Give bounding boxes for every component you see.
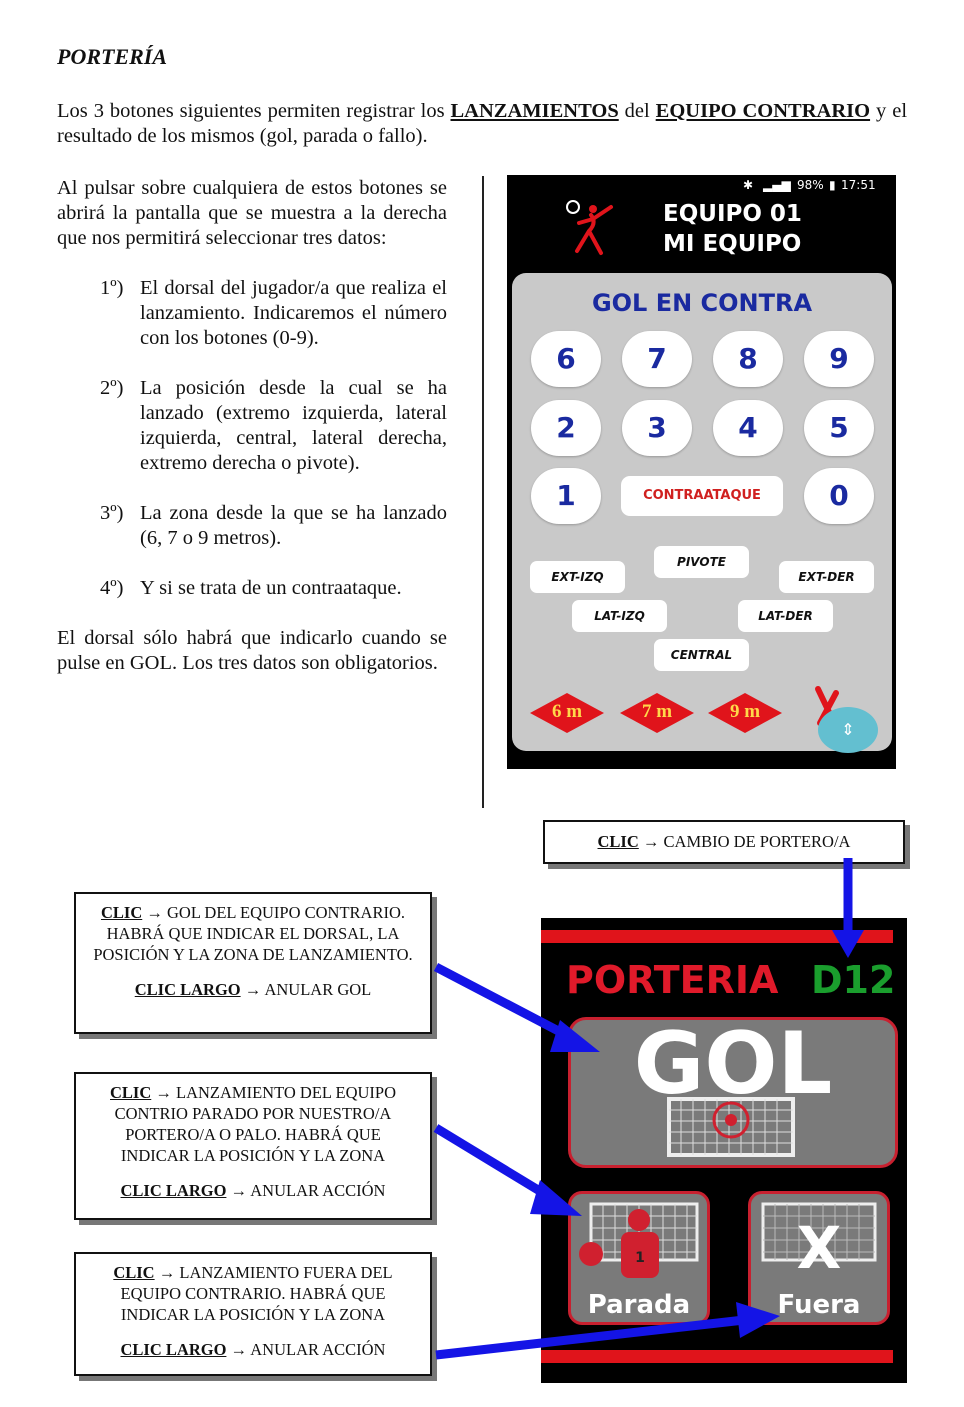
lat-izq-button[interactable]: LAT-IZQ bbox=[572, 600, 667, 632]
bluetooth-icon: ✱ bbox=[743, 178, 754, 192]
lat-der-button[interactable]: LAT-DER bbox=[738, 600, 833, 632]
x-mark-icon: X bbox=[796, 1214, 842, 1282]
zone-9m-button[interactable]: 9 m bbox=[708, 693, 782, 733]
explanation-paragraph: Al pulsar sobre cualquiera de estos botones se abrirá la pantalla que se muestra a la derecha que nos permitirá seleccionar tres datos: bbox=[57, 177, 447, 249]
keypad-5-button[interactable]: 5 bbox=[804, 400, 874, 456]
lanzamientos-emphasis: LANZAMIENTOS bbox=[450, 100, 619, 122]
pivote-button[interactable]: PIVOTE bbox=[654, 546, 749, 578]
keeper-number: 1 bbox=[635, 1250, 645, 1266]
zone-7m-button[interactable]: 7 m bbox=[620, 693, 694, 733]
cambio-portero-callout: CLIC → CAMBIO DE PORTERO/A bbox=[543, 820, 905, 864]
intro-paragraph: Los 3 botones siguientes permiten registrar los LANZAMIENTOS del EQUIPO CONTRARIO y el resultado de los mismos (gol, parada o fallo). bbox=[57, 100, 908, 147]
ext-izq-button[interactable]: EXT-IZQ bbox=[530, 561, 625, 593]
team-name-line2: MI EQUIPO bbox=[663, 231, 802, 257]
list-item: 2º) La posición desde la cual se ha lanzado (extremo izquierda, lateral izquierda, central, lateral derecha, extremo derecha o pivote). bbox=[100, 377, 447, 474]
gol-callout: CLIC → GOL DEL EQUIPO CONTRARIO. HABRÁ QUE INDICAR EL DORSAL, LA POSICIÓN Y LA ZONA DE LANZAMIENTO. CLIC LARGO → ANULAR GOL bbox=[74, 892, 432, 1034]
keypad-1-button[interactable]: 1 bbox=[531, 468, 601, 524]
fuera-label: Fuera bbox=[777, 1290, 861, 1320]
team-name-line1: EQUIPO 01 bbox=[663, 201, 802, 227]
arrow-to-parada bbox=[436, 1128, 548, 1196]
equipo-contrario-emphasis: EQUIPO CONTRARIO bbox=[655, 100, 871, 122]
swap-vertical-fab-icon[interactable]: ⇕ bbox=[818, 707, 878, 753]
ext-der-button[interactable]: EXT-DER bbox=[779, 561, 874, 593]
list-item: 4º) Y si se trata de un contraataque. bbox=[100, 577, 402, 599]
goalkeeper-dorsal[interactable]: D12 bbox=[811, 958, 896, 1002]
keypad-9-button[interactable]: 9 bbox=[804, 331, 874, 387]
fuera-callout: CLIC → LANZAMIENTO FUERA DEL EQUIPO CONTRARIO. HABRÁ QUE INDICAR LA POSICIÓN Y LA ZONA CLIC LARGO → ANULAR ACCIÓN bbox=[74, 1252, 432, 1376]
parada-label: Parada bbox=[587, 1290, 691, 1320]
keypad-7-button[interactable]: 7 bbox=[622, 331, 692, 387]
central-button[interactable]: CENTRAL bbox=[654, 639, 749, 671]
porteria-label: PORTERIA bbox=[566, 958, 779, 1002]
list-item: 3º) La zona desde la que se ha lanzado (6, 7 o 9 metros). bbox=[100, 502, 447, 549]
battery-percent: 98% bbox=[797, 178, 824, 192]
keypad-3-button[interactable]: 3 bbox=[622, 400, 692, 456]
battery-icon: ▮ bbox=[829, 178, 836, 192]
note-paragraph: El dorsal sólo habrá que indicarlo cuando se pulse en GOL. Los tres datos son obligatorios. bbox=[57, 627, 447, 674]
panel-title: GOL EN CONTRA bbox=[591, 289, 813, 317]
clock: 17:51 bbox=[841, 178, 876, 192]
arrow-to-fuera bbox=[436, 1320, 744, 1355]
contraataque-button[interactable]: CONTRAATAQUE bbox=[621, 476, 783, 516]
page-title: PORTERÍA bbox=[57, 44, 168, 69]
keypad-2-button[interactable]: 2 bbox=[531, 400, 601, 456]
keypad-6-button[interactable]: 6 bbox=[531, 331, 601, 387]
keypad-4-button[interactable]: 4 bbox=[713, 400, 783, 456]
keypad-8-button[interactable]: 8 bbox=[713, 331, 783, 387]
signal-icon: ▂▄▆ bbox=[763, 178, 791, 192]
keypad-0-button[interactable]: 0 bbox=[804, 468, 874, 524]
zone-6m-button[interactable]: 6 m bbox=[530, 693, 604, 733]
parada-callout: CLIC → LANZAMIENTO DEL EQUIPO CONTRIO PARADO POR NUESTRO/A PORTERO/A O PALO. HABRÁ QUE INDICAR LA POSICIÓN Y LA ZONA CLIC LARGO → ANULAR ACCIÓN bbox=[74, 1072, 432, 1220]
list-item: 1º) El dorsal del jugador/a que realiza el lanzamiento. Indicaremos el número con los botones (0-9). bbox=[100, 277, 447, 349]
gol-label: GOL bbox=[633, 1014, 833, 1114]
arrow-to-gol bbox=[436, 967, 568, 1036]
